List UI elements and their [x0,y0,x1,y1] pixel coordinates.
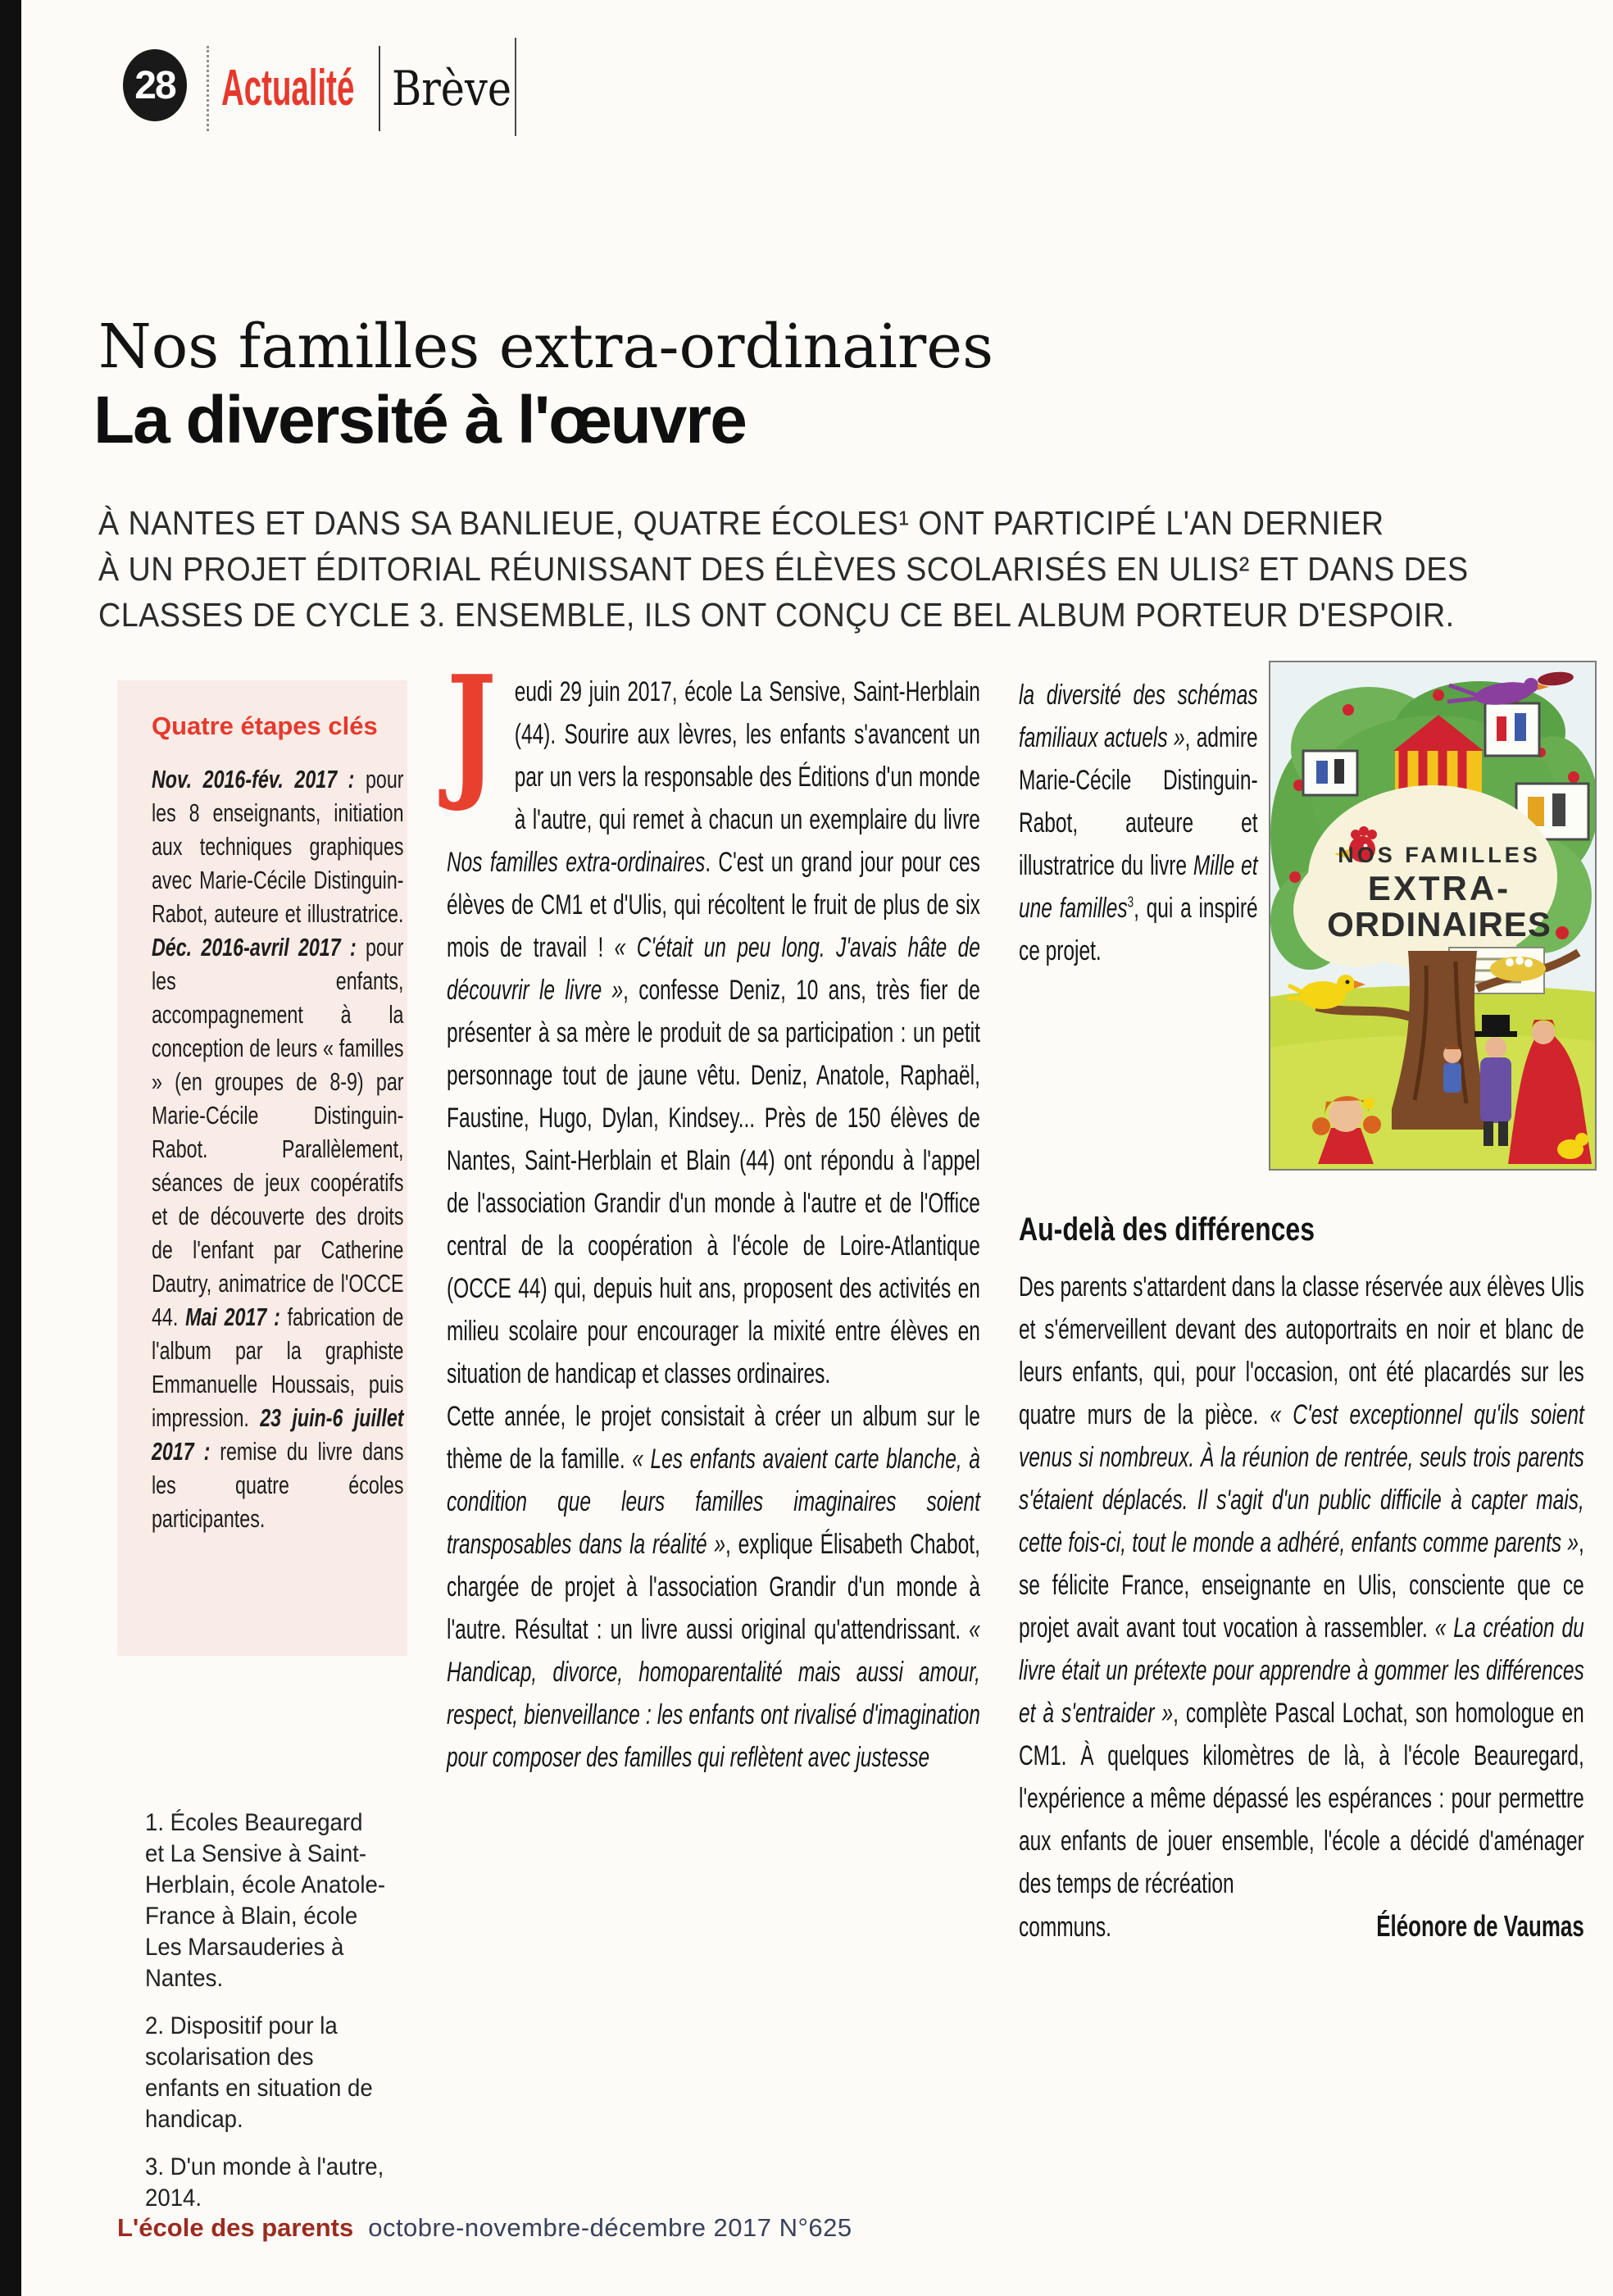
book-cover-illustration [1270,662,1595,1169]
paragraph-end: communs. [1019,1912,1111,1943]
standfirst [98,500,1588,638]
subheading: Au-delà des différences [1019,1212,1315,1248]
book-title-line3: ORDINAIRES [1327,905,1552,943]
trunk-child-figure [1443,1044,1461,1093]
section-label: Actualité [221,60,355,116]
book-cover [1269,661,1597,1171]
paragraph [447,643,980,1395]
nest [1490,957,1546,981]
page-footer [117,2213,852,2243]
paragraph-text: eudi 29 juin 2017, école La Sensive, Saint-Herblain (44). Sourire aux lèvres, les enfants s'avancent un par un vers la responsable des Éditions d'un monde à l'autre, qui remet à chacun un exemplaire du livre Nos familles extra-ordinaires. C'est un grand jour pour ces élèves de CM1 et d'Ulis, qui récoltent le fruit de plus de six mois de travail ! « C'était un peu long. J'avais hâte de découvrir le livre », confesse Deniz, 10 ans, très fier de présenter à sa mère le produit de sa participation : un petit personnage tout de jaune vêtu. Deniz, Anatole, Raphaël, Faustine, Hugo, Dylan, Kindsey... Près de 150 élèves de Nantes, Saint-Herblain et Blain (44) ont répondu à l'appel de l'association Grandir d'un monde à l'autre et de l'Office central de la coopération à l'école de Loire-Atlantique (OCCE 44) qui, depuis huit ans, proposent des activités en milieu scolaire pour encourager la mixité entre élèves en situation de handicap et classes ordinaires. [447,676,980,1389]
paragraph: Cette année, le projet consistait à créer un album sur le thème de la famille. « Les enfants avaient carte blanche, à condition que leurs familles imaginaires soient transposables dans la réalité », explique Élisabeth Chabot, chargée de projet à l'association Grandir d'un monde à l'autre. Résultat : un livre aussi original qu'attendrissant. « Handicap, divorce, homoparentalité mais aussi amour, respect, bienveillance : les enfants ont rivalisé d'imagination pour composer des familles qui reflètent avec justesse [447,1401,980,1773]
paragraph: Des parents s'attardent dans la classe réservée aux élèves Ulis et s'émerveillent devant des autoportraits en noir et blanc de leurs enfants, qui, pour l'occasion, ont été placardés sur les quatre murs de la pièce. « C'est exceptionnel qu'ils soient venus si nombreux. À la réunion de rentrée, seuls trois parents s'étaient déplacés. Il s'agit d'un public difficile à capter mais, cette fois-ci, tout le monde a adhéré, enfants comme parents », se félicite France, enseignante en Ulis, consciente que ce projet avait avant tout vocation à rassembler. « La création du livre était un prétexte pour apprendre à gommer les différences et à s'entraider », complète Pascal Lochat, son homologue en CM1. À quelques kilomètres de là, à l'école Beauregard, l'expérience a même dépassé les espérances : pour permettre aux enfants de jouer ensemble, l'école a décidé d'aménager des temps de récréation [1019,1271,1584,1899]
standfirst-line: CLASSES DE CYCLE 3. ENSEMBLE, ILS ONT CONÇU CE BEL ALBUM PORTEUR D'ESPOIR. [98,596,1455,634]
main-column-1 [447,643,980,1779]
rubric-label: Brève [392,61,512,116]
book-title-line2: EXTRA- [1367,869,1511,907]
header-divider [379,46,380,131]
header-dotted-divider [207,46,209,131]
article-kicker: Nos familles extra-ordinaires [98,311,994,382]
scanner-edge-artifact [0,0,21,2296]
footer-magazine-title: L'école des parents [117,2213,354,2242]
standfirst-line: À NANTES ET DANS SA BANLIEUE, QUATRE ÉCOLES¹ ONT PARTICIPÉ L'AN DERNIER [98,504,1384,542]
page-number: 28 [134,63,175,107]
footnote: 1. Écoles Beauregard et La Sensive à Saint-Herblain, école Anatole-France à Blain, école Les Marsauderies à Nantes. [145,1809,386,1992]
byline: Éléonore de Vaumas [1376,1909,1584,1943]
drop-cap: J [447,643,497,815]
footer-issue-info: octobre-novembre-décembre 2017 N°625 [368,2213,852,2242]
byline-row [1019,1905,1584,1948]
footnote: 2. Dispositif pour la scolarisation des enfants en situation de handicap. [145,2012,373,2133]
main-column-2: la diversité des schémas familiaux actuels », admire Marie-Cécile Distinguin-Rabot, auteure et illustratrice du livre Mille et une familles$^3$, qui a inspiré ce projet. [1019,680,1258,966]
footnotes [145,1807,386,2230]
header-divider-end [515,38,516,136]
main-column-3 [1019,1266,1584,1948]
book-title-line1: NOS FAMILLES [1338,843,1541,867]
sidebar-title: Quatre étapes clés [152,712,378,740]
page-number-badge [123,49,187,121]
sidebar-body: Nov. 2016-fév. 2017 : pour les 8 enseignants, initiation aux techniques graphiques avec Marie-Cécile Distinguin-Rabot, auteure et illustratrice. Déc. 2016-avril 2017 : pour les enfants, accompagnement à la conception de leurs « familles » (en groupes de 8-9) par Marie-Cécile Distinguin-Rabot. Parallèlement, séances de jeux coopératifs et de découverte des droits de l'enfant par Catherine Dautry, animatrice de l'OCCE 44. Mai 2017 : fabrication de l'album par la graphiste Emmanuelle Houssais, puis impression. 23 juin-6 juillet 2017 : remise du livre dans les quatre écoles participantes. [152,765,404,1533]
article-title: La diversité à l'œuvre [93,383,746,457]
sidebar-box-key-steps [117,680,407,1656]
footnote: 3. D'un monde à l'autre, 2014. [145,2153,384,2212]
standfirst-line: À UN PROJET ÉDITORIAL RÉUNISSANT DES ÉLÈVES SCOLARISÉS EN ULIS² ET DANS DES [98,550,1469,588]
